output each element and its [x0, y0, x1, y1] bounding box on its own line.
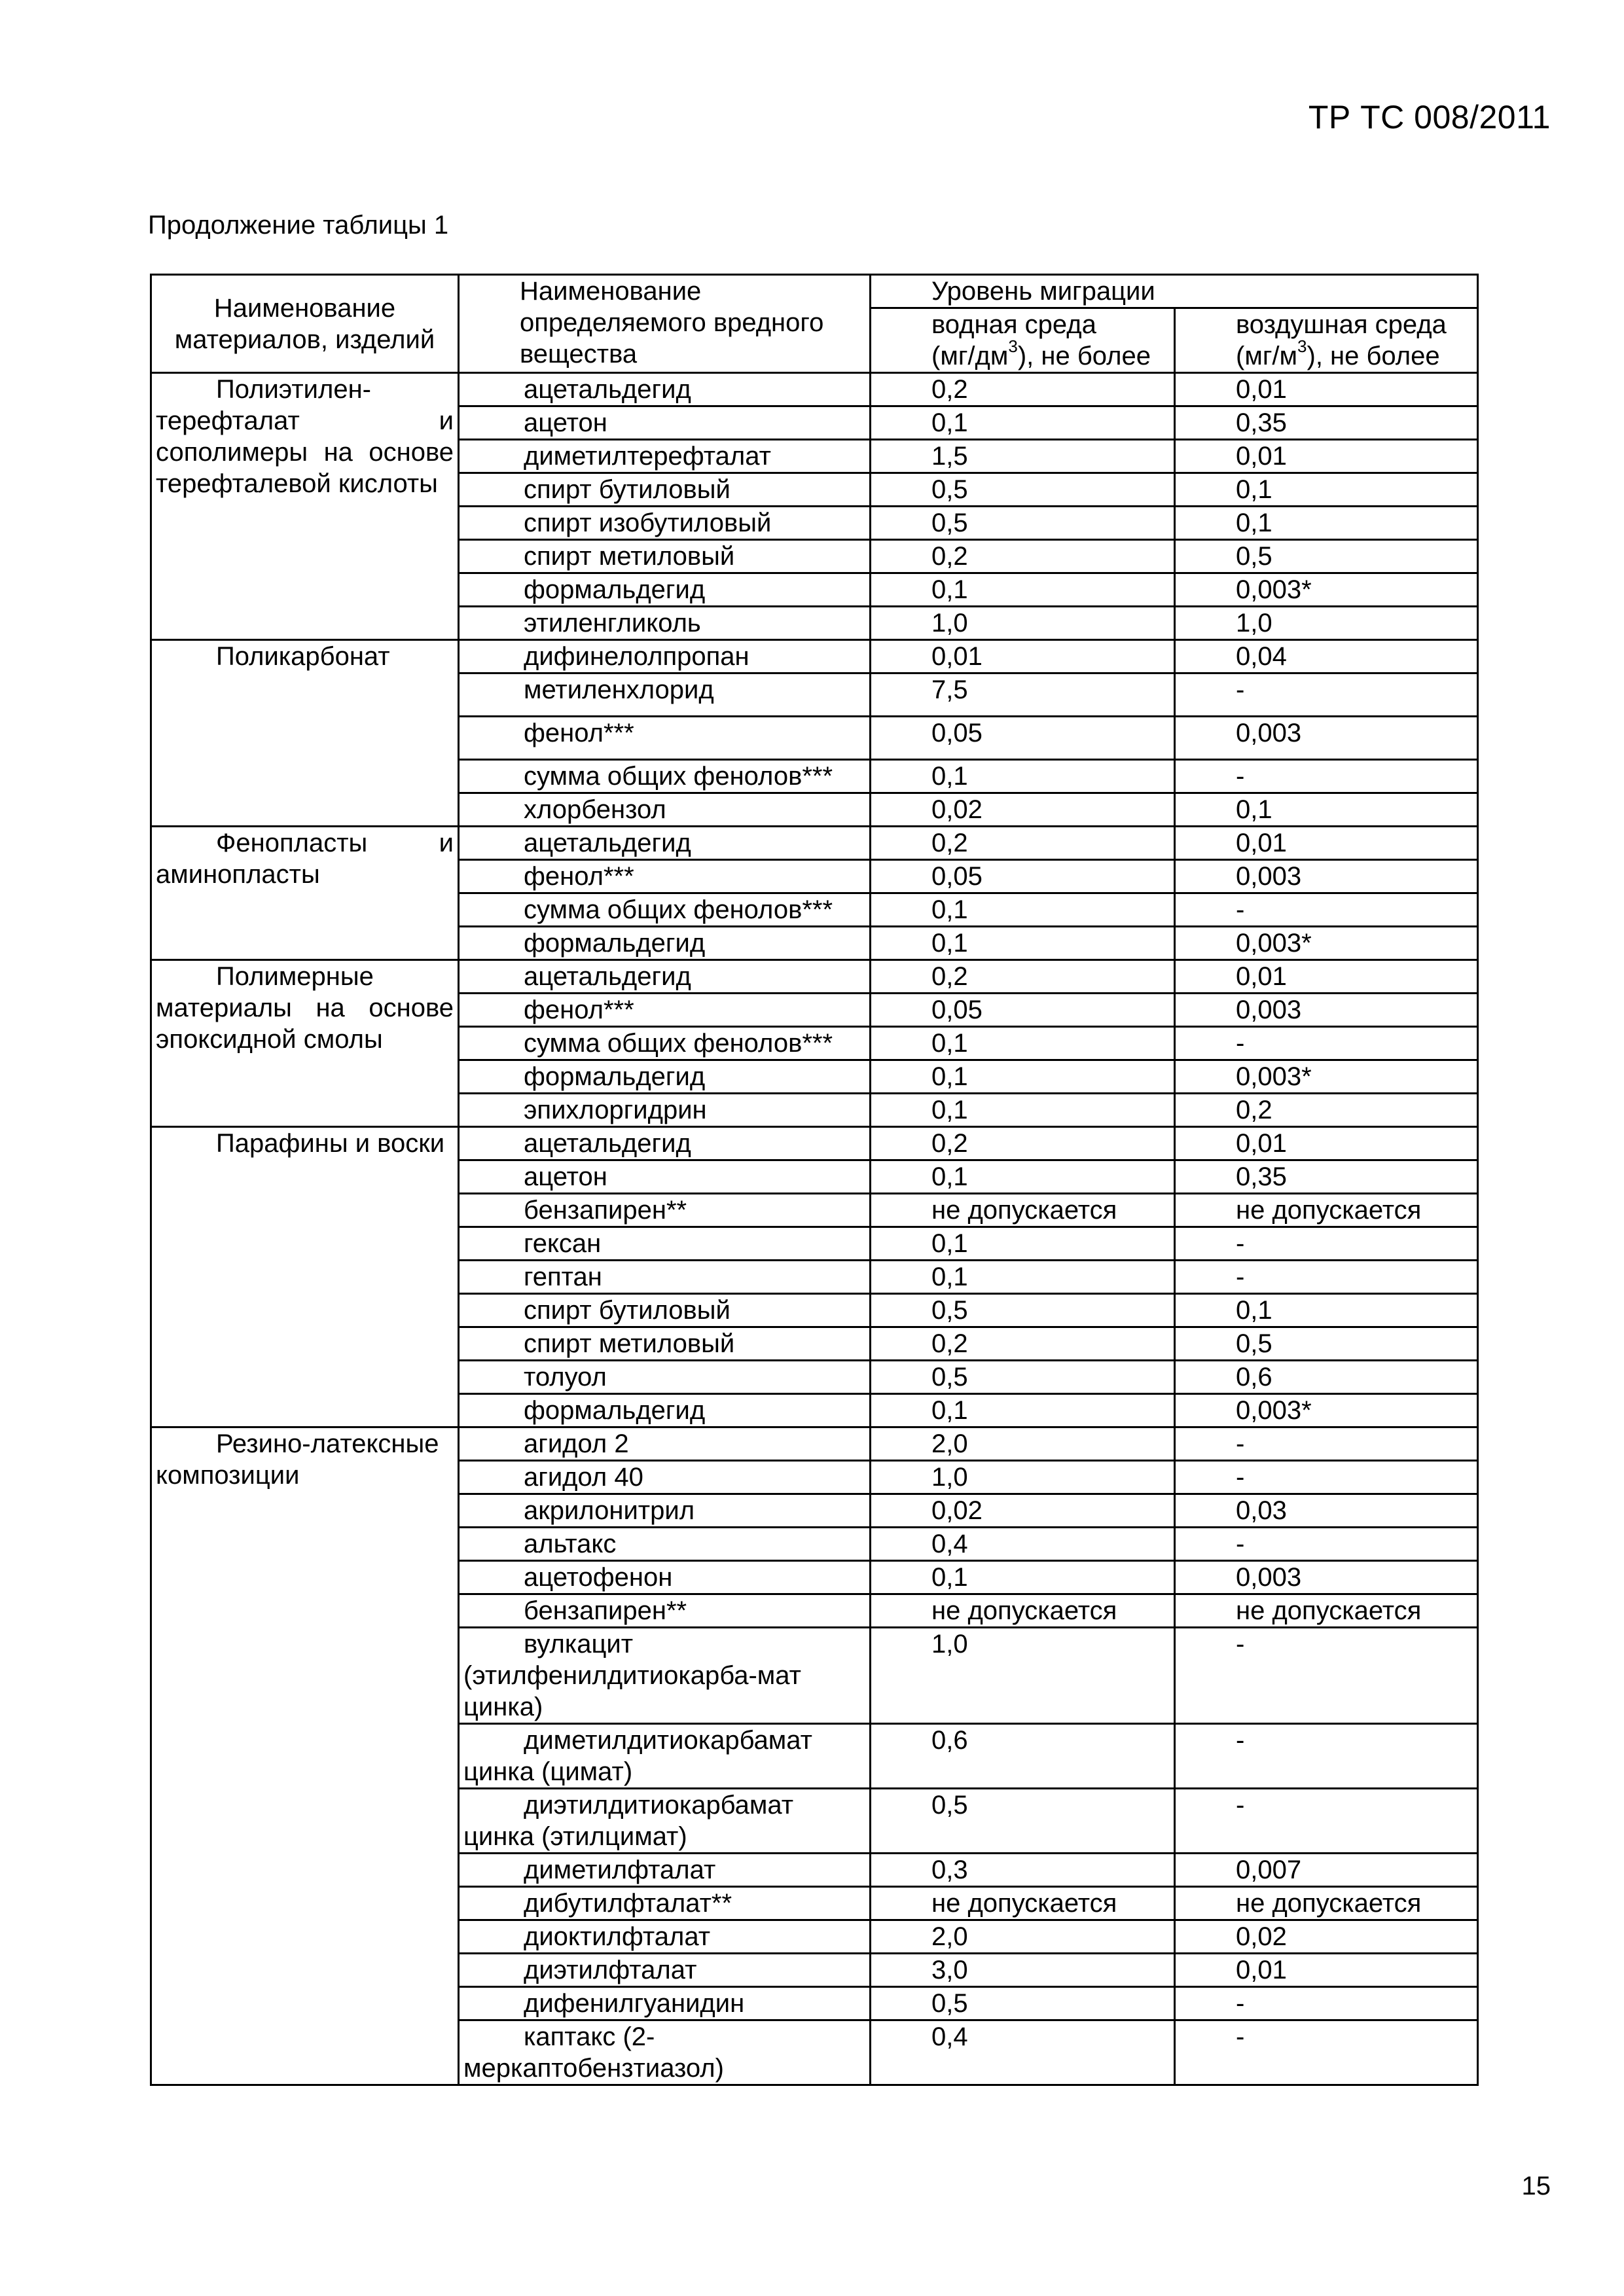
substance-cell: формальдегид [459, 1060, 871, 1094]
water-level-cell: 2,0 [871, 1427, 1175, 1461]
substance-cell: формальдегид [459, 927, 871, 960]
migration-table [150, 274, 1479, 2086]
air-level-cell: - [1175, 1427, 1478, 1461]
air-level-cell: 0,003* [1175, 1394, 1478, 1427]
air-level-cell: 0,1 [1175, 793, 1478, 827]
water-level-cell: 0,1 [871, 1261, 1175, 1294]
air-level-cell: 0,01 [1175, 373, 1478, 406]
air-level-cell: - [1175, 1628, 1478, 1724]
air-level-cell: 0,03 [1175, 1494, 1478, 1528]
air-level-cell: - [1175, 760, 1478, 793]
header-air [1175, 308, 1478, 373]
header-air-unit-post: ), не более [1307, 342, 1440, 370]
water-level-cell: 0,01 [871, 640, 1175, 673]
water-level-cell: 0,05 [871, 717, 1175, 760]
air-level-cell: - [1175, 673, 1478, 717]
water-level-cell: 0,5 [871, 1361, 1175, 1394]
water-level-cell: 1,0 [871, 607, 1175, 640]
water-level-cell: 0,1 [871, 1094, 1175, 1127]
header-air-unit-pre: (мг/м [1236, 342, 1298, 370]
substance-cell: толуол [459, 1361, 871, 1394]
water-level-cell: 0,5 [871, 1789, 1175, 1854]
header-water-unit-sup: 3 [1008, 336, 1018, 356]
header-air-label: воздушная среда [1236, 310, 1447, 339]
water-level-cell: 1,0 [871, 1461, 1175, 1494]
header-water-unit [931, 336, 1151, 370]
material-cell: Парафины и воски [151, 1127, 459, 1427]
air-level-cell: не допускается [1175, 1194, 1478, 1227]
substance-cell: ацетон [459, 1160, 871, 1194]
air-level-cell: 0,1 [1175, 507, 1478, 540]
water-level-cell: 0,1 [871, 1561, 1175, 1594]
water-level-cell: 0,1 [871, 573, 1175, 607]
substance-cell: ацетальдегид [459, 827, 871, 860]
header-material [151, 275, 459, 373]
substance-cell: диметилтерефталат [459, 440, 871, 473]
air-level-cell: 0,003 [1175, 717, 1478, 760]
substance-cell: акрилонитрил [459, 1494, 871, 1528]
air-level-cell: - [1175, 1261, 1478, 1294]
air-level-cell: 0,01 [1175, 440, 1478, 473]
substance-cell: спирт бутиловый [459, 473, 871, 507]
substance-cell: гептан [459, 1261, 871, 1294]
table-row [151, 640, 1478, 673]
substance-cell: спирт бутиловый [459, 1294, 871, 1327]
substance-cell: диоктилфталат [459, 1920, 871, 1954]
air-level-cell: 0,01 [1175, 960, 1478, 994]
air-level-cell: 0,01 [1175, 1127, 1478, 1160]
air-level-cell: - [1175, 1789, 1478, 1854]
air-level-cell: 0,35 [1175, 1160, 1478, 1194]
material-cell: Фенопласты и аминопласты [151, 827, 459, 960]
water-level-cell: 2,0 [871, 1920, 1175, 1954]
substance-cell: ацетальдегид [459, 960, 871, 994]
water-level-cell: 0,2 [871, 827, 1175, 860]
air-level-cell: - [1175, 1724, 1478, 1789]
material-cell: Полимерные материалы на основе эпоксидной смолы [151, 960, 459, 1127]
water-level-cell: не допускается [871, 1194, 1175, 1227]
water-level-cell: не допускается [871, 1594, 1175, 1628]
air-level-cell: 0,003* [1175, 1060, 1478, 1094]
air-level-cell: - [1175, 1461, 1478, 1494]
material-cell: Поликарбонат [151, 640, 459, 827]
substance-cell: формальдегид [459, 1394, 871, 1427]
substance-cell: этиленгликоль [459, 607, 871, 640]
water-level-cell: 0,05 [871, 994, 1175, 1027]
air-level-cell: 0,1 [1175, 473, 1478, 507]
water-level-cell: 0,1 [871, 406, 1175, 440]
substance-cell: дифинелолпропан [459, 640, 871, 673]
water-level-cell: 0,5 [871, 473, 1175, 507]
air-level-cell: 0,1 [1175, 1294, 1478, 1327]
water-level-cell: 1,5 [871, 440, 1175, 473]
air-level-cell: - [1175, 1227, 1478, 1261]
table-row [151, 827, 1478, 860]
substance-cell: диметилдитиокарбамат цинка (цимат) [459, 1724, 871, 1789]
air-level-cell: 0,003 [1175, 994, 1478, 1027]
water-level-cell: 3,0 [871, 1954, 1175, 1987]
substance-cell: метиленхлорид [459, 673, 871, 717]
substance-cell: бензапирен** [459, 1194, 871, 1227]
substance-cell: сумма общих фенолов*** [459, 893, 871, 927]
substance-cell: ацетальдегид [459, 1127, 871, 1160]
page-number: 15 [1521, 2172, 1551, 2200]
header-material-text: Наименование материалов, изделий [174, 293, 435, 354]
substance-cell: формальдегид [459, 573, 871, 607]
substance-cell: спирт изобутиловый [459, 507, 871, 540]
water-level-cell: 0,1 [871, 893, 1175, 927]
table-caption: Продолжение таблицы 1 [148, 211, 449, 240]
substance-cell: диметилфталат [459, 1854, 871, 1887]
water-level-cell: 0,05 [871, 860, 1175, 893]
water-level-cell: 0,1 [871, 1060, 1175, 1094]
water-level-cell: 1,0 [871, 1628, 1175, 1724]
header-water-unit-pre: (мг/дм [931, 342, 1009, 370]
water-level-cell: 0,02 [871, 1494, 1175, 1528]
substance-cell: ацетофенон [459, 1561, 871, 1594]
header-air-unit [1236, 336, 1440, 370]
table-row [151, 960, 1478, 994]
substance-cell: каптакс (2-меркаптобензтиазол) [459, 2020, 871, 2085]
substance-cell: агидол 40 [459, 1461, 871, 1494]
air-level-cell: 0,5 [1175, 540, 1478, 573]
substance-cell: диэтилдитиокарбамат цинка (этилцимат) [459, 1789, 871, 1854]
substance-cell: ацетон [459, 406, 871, 440]
substance-cell: фенол*** [459, 717, 871, 760]
water-level-cell: 0,5 [871, 507, 1175, 540]
substance-cell: диэтилфталат [459, 1954, 871, 1987]
air-level-cell: 0,6 [1175, 1361, 1478, 1394]
water-level-cell: 0,6 [871, 1724, 1175, 1789]
water-level-cell: не допускается [871, 1887, 1175, 1920]
water-level-cell: 0,1 [871, 1227, 1175, 1261]
water-level-cell: 0,5 [871, 1987, 1175, 2020]
substance-cell: спирт метиловый [459, 540, 871, 573]
water-level-cell: 0,2 [871, 1327, 1175, 1361]
air-level-cell: не допускается [1175, 1594, 1478, 1628]
material-cell: Полиэтилен-терефталат и сополимеры на основе терефталевой кислоты [151, 373, 459, 640]
water-level-cell: 0,4 [871, 2020, 1175, 2085]
substance-cell: эпихлоргидрин [459, 1094, 871, 1127]
substance-cell: альтакс [459, 1528, 871, 1561]
substance-cell: сумма общих фенолов*** [459, 1027, 871, 1060]
water-level-cell: 0,1 [871, 1027, 1175, 1060]
substance-cell: дифенилгуанидин [459, 1987, 871, 2020]
substance-cell: бензапирен** [459, 1594, 871, 1628]
material-cell: Резино-латексные композиции [151, 1427, 459, 2085]
air-level-cell: 0,003* [1175, 927, 1478, 960]
water-level-cell: 0,1 [871, 927, 1175, 960]
table-header-row [151, 275, 1478, 308]
air-level-cell: 0,003 [1175, 860, 1478, 893]
header-substance [459, 275, 871, 373]
header-migration-level [871, 275, 1478, 308]
table-row [151, 373, 1478, 406]
header-air-unit-sup: 3 [1297, 336, 1307, 356]
water-level-cell: 0,2 [871, 1127, 1175, 1160]
substance-cell: хлорбензол [459, 793, 871, 827]
substance-cell: сумма общих фенолов*** [459, 760, 871, 793]
air-level-cell: - [1175, 2020, 1478, 2085]
air-level-cell: 0,35 [1175, 406, 1478, 440]
document-code: ТР ТС 008/2011 [1308, 99, 1551, 135]
air-level-cell: - [1175, 1528, 1478, 1561]
table-row [151, 1127, 1478, 1160]
water-level-cell: 0,2 [871, 960, 1175, 994]
air-level-cell: 1,0 [1175, 607, 1478, 640]
substance-cell: агидол 2 [459, 1427, 871, 1461]
water-level-cell: 0,1 [871, 1160, 1175, 1194]
table-row [151, 1427, 1478, 1461]
air-level-cell: 0,01 [1175, 827, 1478, 860]
air-level-cell: 0,003* [1175, 573, 1478, 607]
air-level-cell: 0,01 [1175, 1954, 1478, 1987]
header-water [871, 308, 1175, 373]
air-level-cell: 0,04 [1175, 640, 1478, 673]
water-level-cell: 0,2 [871, 540, 1175, 573]
air-level-cell: - [1175, 893, 1478, 927]
water-level-cell: 7,5 [871, 673, 1175, 717]
header-water-unit-post: ), не более [1017, 342, 1151, 370]
substance-cell: фенол*** [459, 994, 871, 1027]
water-level-cell: 0,2 [871, 373, 1175, 406]
water-level-cell: 0,3 [871, 1854, 1175, 1887]
header-migration-level-text: Уровень миграции [931, 277, 1155, 306]
air-level-cell: 0,2 [1175, 1094, 1478, 1127]
header-water-label: водная среда [931, 310, 1096, 339]
water-level-cell: 0,5 [871, 1294, 1175, 1327]
air-level-cell: не допускается [1175, 1887, 1478, 1920]
substance-cell: вулкацит (этилфенилдитиокарба-мат цинка) [459, 1628, 871, 1724]
air-level-cell: 0,007 [1175, 1854, 1478, 1887]
air-level-cell: - [1175, 1027, 1478, 1060]
water-level-cell: 0,02 [871, 793, 1175, 827]
air-level-cell: - [1175, 1987, 1478, 2020]
substance-cell: дибутилфталат** [459, 1887, 871, 1920]
air-level-cell: 0,02 [1175, 1920, 1478, 1954]
substance-cell: ацетальдегид [459, 373, 871, 406]
water-level-cell: 0,1 [871, 760, 1175, 793]
header-substance-text: Наименование определяемого вредного вещества [520, 277, 824, 368]
substance-cell: гексан [459, 1227, 871, 1261]
water-level-cell: 0,4 [871, 1528, 1175, 1561]
air-level-cell: 0,003 [1175, 1561, 1478, 1594]
substance-cell: спирт метиловый [459, 1327, 871, 1361]
substance-cell: фенол*** [459, 860, 871, 893]
air-level-cell: 0,5 [1175, 1327, 1478, 1361]
water-level-cell: 0,1 [871, 1394, 1175, 1427]
